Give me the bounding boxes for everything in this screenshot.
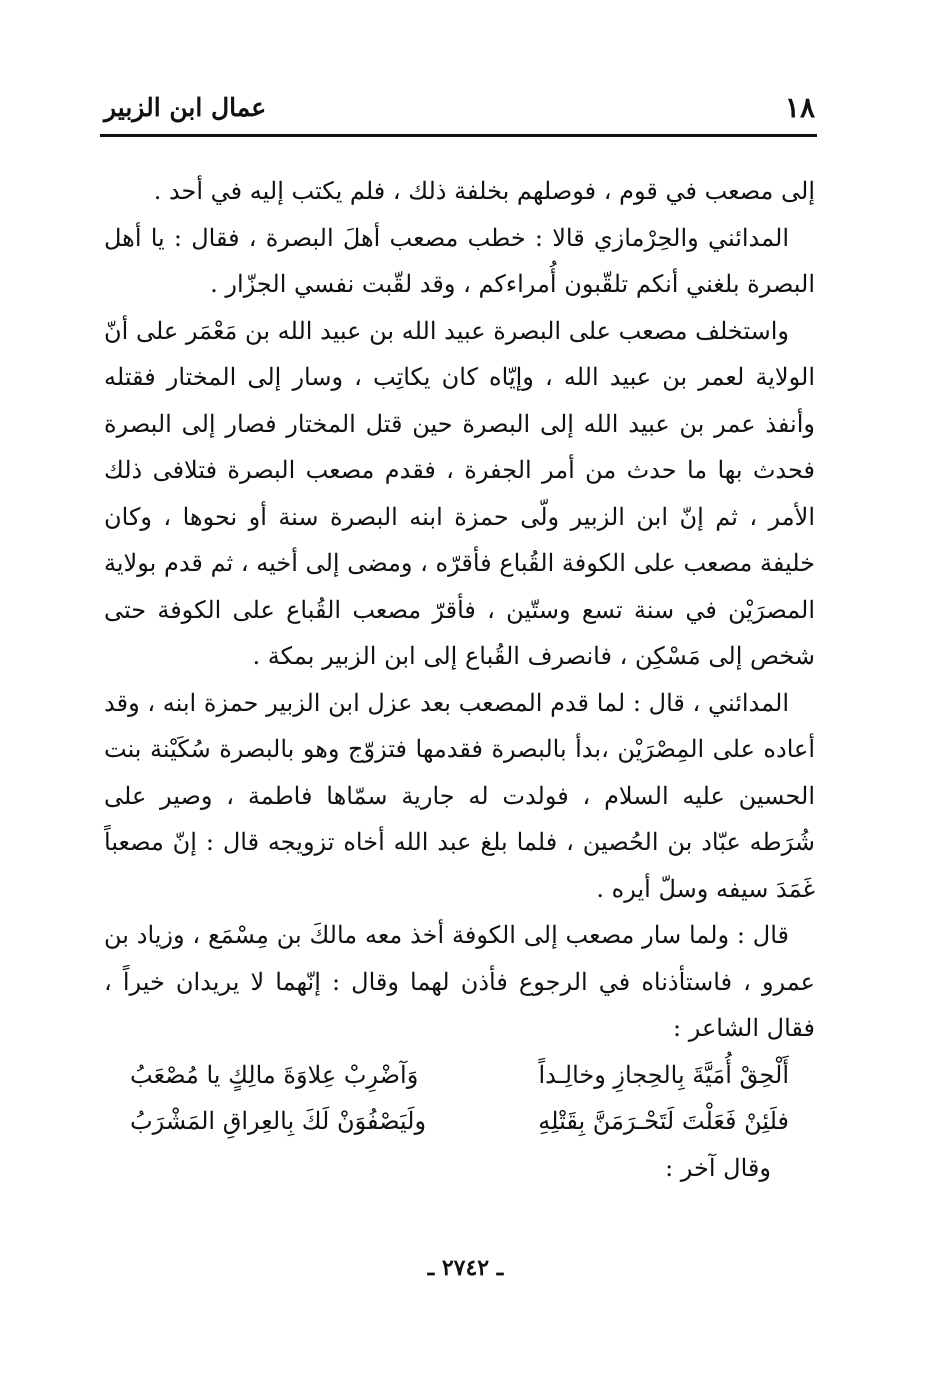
poem-first-hemistich: أَلْحِقْ أُمَيَّةَ بِالحِجازِ وخالِـداً	[538, 1060, 789, 1089]
poem-line	[130, 1098, 789, 1145]
paragraph-2: المدائني والحِرْمازي قالا : خطب مصعب أهلَ البصرة ، فقال : يا أهل البصرة بلغني أنكم تلقّبون أُمراءكم ، وقد لقّبت نفسي الجزّار .	[104, 223, 815, 298]
after-poem-line: وقال آخر :	[665, 1153, 771, 1182]
header-rule	[100, 134, 817, 137]
paragraph-4: المدائني ، قال : لما قدم المصعب بعد عزل ابن الزبير حمزة ابنه ، وقد أعاده على المِصْرَيْن ،بدأ بالبصرة فقدمها فتزوّج وهو بالبصرة سُكَيْنة بنت الحسين عليه السلام ، فولدت له جارية سمّاها فاطمة ، وصير على شُرَطه عبّاد بن الحُصين ، فلما بلغ عبد الله أخاه تزويجه قال : إنّ مصعباً غَمَدَ سيفه وسلّ أيره .	[104, 688, 815, 903]
page-header	[104, 88, 815, 136]
footer-page-number: ـ ٢٧٤٢ ـ	[427, 1255, 504, 1281]
poem	[130, 1052, 789, 1145]
poem-second-hemistich: ولَيَصْفُوَنْ لَكَ بِالعِراقِ المَشْرَبُ	[130, 1107, 427, 1135]
page-number: ١٨	[784, 91, 815, 124]
poem-second-hemistich: وَآضْرِبْ عِلاوَةَ مالِكٍ يا مُصْعَبُ	[130, 1060, 419, 1089]
body-text	[104, 168, 815, 1191]
paragraph-1: إلى مصعب في قوم ، فوصلهم بخلفة ذلك ، فلم يكتب إليه في أحد .	[153, 177, 815, 205]
poem-first-hemistich: فلَئِنْ فَعَلْتَ لَتَحْـرَمَنَّ بِقَتْلِهِ	[538, 1107, 789, 1135]
paragraph-3: واستخلف مصعب على البصرة عبيد الله بن عبيد الله بن مَعْمَر على أنّ الولاية لعمر بن عبيد الله ، وإيّاه كان يكاتِب ، وسار إلى المختار فقتله وأنفذ عمر بن عبيد الله إلى البصرة حين قتل المختار فصار إلى البصرة فحدث بها ما حدث من أمر الجفرة ، فقدم مصعب البصرة فتلافى ذلك الأمر ، ثم إنّ ابن الزبير ولّى حمزة ابنه البصرة سنة أو نحوها ، وكان خليفة مصعب على الكوفة القُباع فأقرّه ، ومضى إلى أخيه ، ثم قدم بولاية المصرَيْن في سنة تسع وستّين ، فأقرّ مصعب القُباع على الكوفة حتى شخص إلى مَسْكِن ، فانصرف القُباع إلى ابن الزبير بمكة .	[104, 316, 815, 670]
poem-line	[130, 1052, 789, 1099]
paragraph-5: قال : ولما سار مصعب إلى الكوفة أخذ معه مالكَ بن مِسْمَع ، وزياد بن عمرو ، فاستأذناه في الرجوع فأذن لهما وقال : إنّهما لا يريدان خيراً ، فقال الشاعر :	[104, 921, 815, 1042]
running-title: عمال ابن الزبير	[104, 93, 267, 122]
